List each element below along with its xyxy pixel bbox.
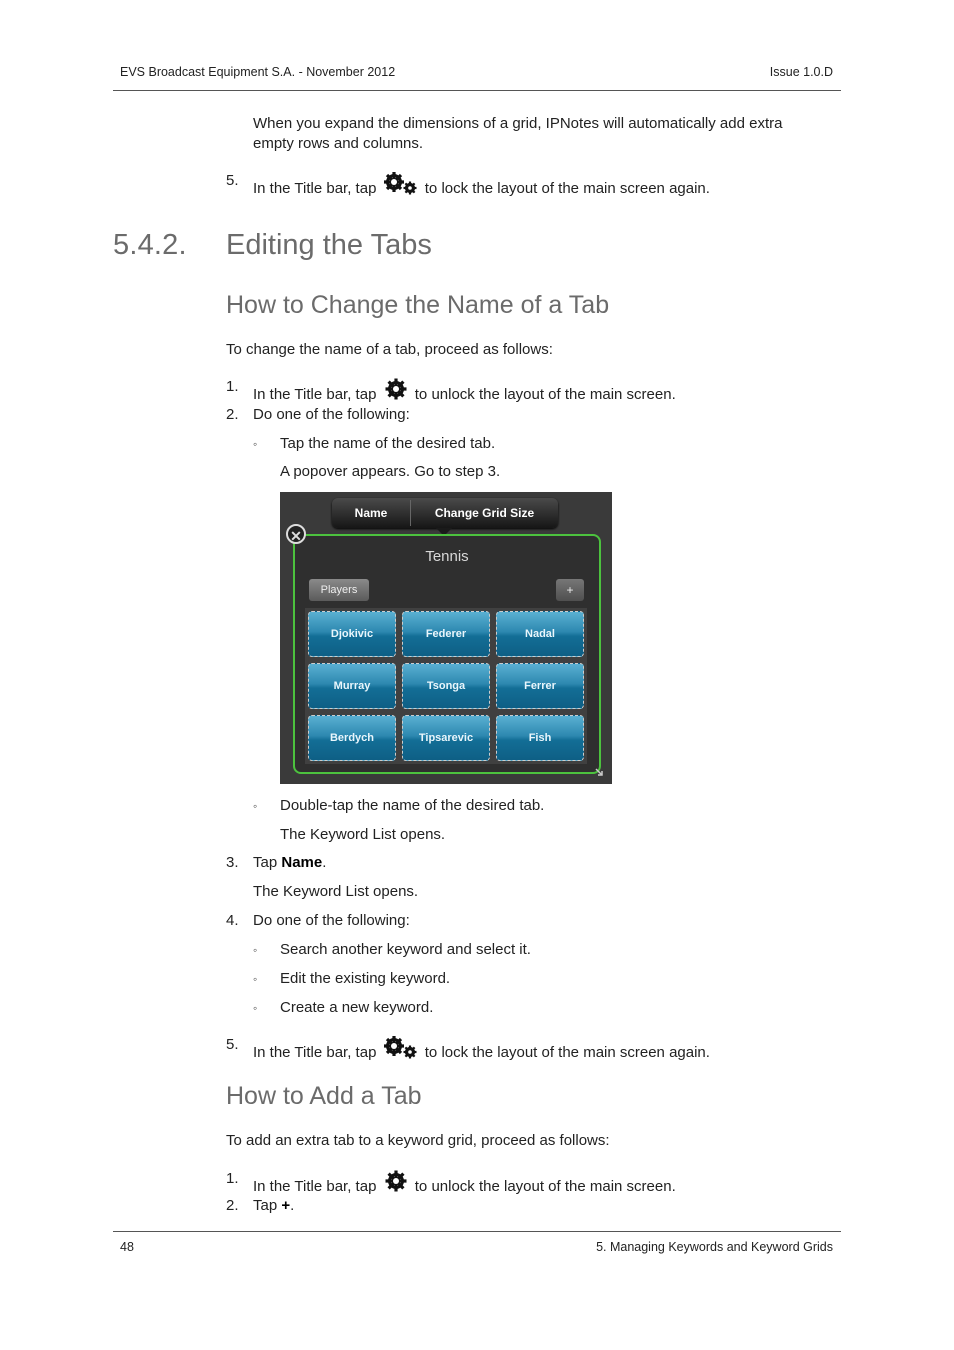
plus-label: + xyxy=(281,1197,291,1214)
double-gear-icon xyxy=(383,1035,419,1061)
keyword-cell[interactable]: Tipsarevic xyxy=(402,715,490,761)
close-icon[interactable]: ✕ xyxy=(286,524,306,544)
keyword-cell[interactable]: Nadal xyxy=(496,611,584,657)
bullet-text: Edit the existing keyword. xyxy=(280,970,451,987)
step-4: Do one of the following: xyxy=(253,912,410,929)
popover-tab-bar xyxy=(332,498,558,528)
keyword-grid-panel xyxy=(293,534,601,774)
bullet-text: Create a new keyword. xyxy=(280,999,434,1016)
keyword-cell[interactable]: Federer xyxy=(402,611,490,657)
resize-handle-icon[interactable] xyxy=(595,768,603,776)
intro-note-2: empty rows and columns. xyxy=(253,135,424,152)
keyword-cell[interactable]: Berdych xyxy=(308,715,396,761)
step-number: 1. xyxy=(226,378,239,395)
bullet-icon: ◦ xyxy=(253,972,258,986)
step-2: Do one of the following: xyxy=(253,406,410,423)
step-number: 2. xyxy=(226,406,239,423)
step-text: In the Title bar, tap xyxy=(253,1178,377,1195)
keyword-cell[interactable]: Ferrer xyxy=(496,663,584,709)
step-text: In the Title bar, tap xyxy=(253,1044,377,1061)
gear-icon xyxy=(383,377,409,403)
grid-screenshot xyxy=(280,492,612,784)
bullet-icon: ◦ xyxy=(253,437,258,451)
step-number: 5. xyxy=(226,172,239,189)
step-text: to unlock the layout of the main screen. xyxy=(414,386,676,403)
lead-text: To change the name of a tab, proceed as follows: xyxy=(226,341,553,358)
step-text: Tap xyxy=(253,854,278,871)
subsection-title: How to Add a Tab xyxy=(226,1082,422,1110)
step-text: . xyxy=(290,1197,295,1214)
bullet-icon: ◦ xyxy=(253,943,258,957)
step-text: In the Title bar, tap xyxy=(253,386,377,403)
page-number: 48 xyxy=(120,1240,134,1254)
intro-note: When you expand the dimensions of a grid, IPNotes will automatically add extra xyxy=(253,115,783,132)
step-text: Tap xyxy=(253,1197,278,1214)
keyword-cell[interactable]: Djokivic xyxy=(308,611,396,657)
step-number: 2. xyxy=(226,1197,239,1214)
double-gear-icon xyxy=(383,171,419,197)
players-tab[interactable]: Players xyxy=(309,579,369,601)
subsection-title: How to Change the Name of a Tab xyxy=(226,291,610,319)
step-number: 5. xyxy=(226,1036,239,1053)
step-1 xyxy=(253,1169,676,1197)
bullet-text: Tap the name of the desired tab. xyxy=(280,435,496,452)
keyword-cell[interactable]: Fish xyxy=(496,715,584,761)
add-tab-button[interactable]: + xyxy=(556,579,584,601)
bullet-result: A popover appears. Go to step 3. xyxy=(280,463,501,480)
bullet-text: Search another keyword and select it. xyxy=(280,941,531,958)
keyword-cell[interactable]: Tsonga xyxy=(402,663,490,709)
footer-rule xyxy=(113,1231,841,1232)
step-result: The Keyword List opens. xyxy=(253,883,419,900)
section-title: Editing the Tabs xyxy=(226,229,432,261)
intro-step-5 xyxy=(253,171,710,199)
step-text: to unlock the layout of the main screen. xyxy=(414,1178,676,1195)
header-rule xyxy=(113,90,841,91)
bullet-icon: ◦ xyxy=(253,1001,258,1015)
bullet-icon: ◦ xyxy=(253,799,258,813)
step-2 xyxy=(253,1196,294,1216)
gear-icon xyxy=(383,1169,409,1195)
step-number: 3. xyxy=(226,854,239,871)
grid-title[interactable]: Tennis xyxy=(425,548,469,565)
bullet-text: Double-tap the name of the desired tab. xyxy=(280,797,545,814)
footer-chapter: 5. Managing Keywords and Keyword Grids xyxy=(596,1240,833,1254)
step-text: . xyxy=(322,854,327,871)
step-number: 4. xyxy=(226,912,239,929)
step-text: to lock the layout of the main screen again. xyxy=(424,180,710,197)
step-5 xyxy=(253,1035,710,1063)
change-grid-size-tab[interactable]: Change Grid Size xyxy=(434,506,535,520)
name-label: Name xyxy=(281,854,323,871)
step-number: 1. xyxy=(226,1170,239,1187)
step-text: In the Title bar, tap xyxy=(253,180,377,197)
header-left: EVS Broadcast Equipment S.A. - November 2012 xyxy=(120,65,396,79)
keyword-grid xyxy=(305,608,587,764)
bullet-result: The Keyword List opens. xyxy=(280,826,446,843)
header-right: Issue 1.0.D xyxy=(769,65,833,79)
section-number: 5.4.2. xyxy=(113,229,187,261)
step-1 xyxy=(253,377,676,405)
keyword-cell[interactable]: Murray xyxy=(308,663,396,709)
step-text: to lock the layout of the main screen again. xyxy=(424,1044,710,1061)
name-tab[interactable]: Name xyxy=(354,506,388,520)
step-3 xyxy=(253,853,326,873)
lead-text: To add an extra tab to a keyword grid, proceed as follows: xyxy=(226,1132,610,1149)
